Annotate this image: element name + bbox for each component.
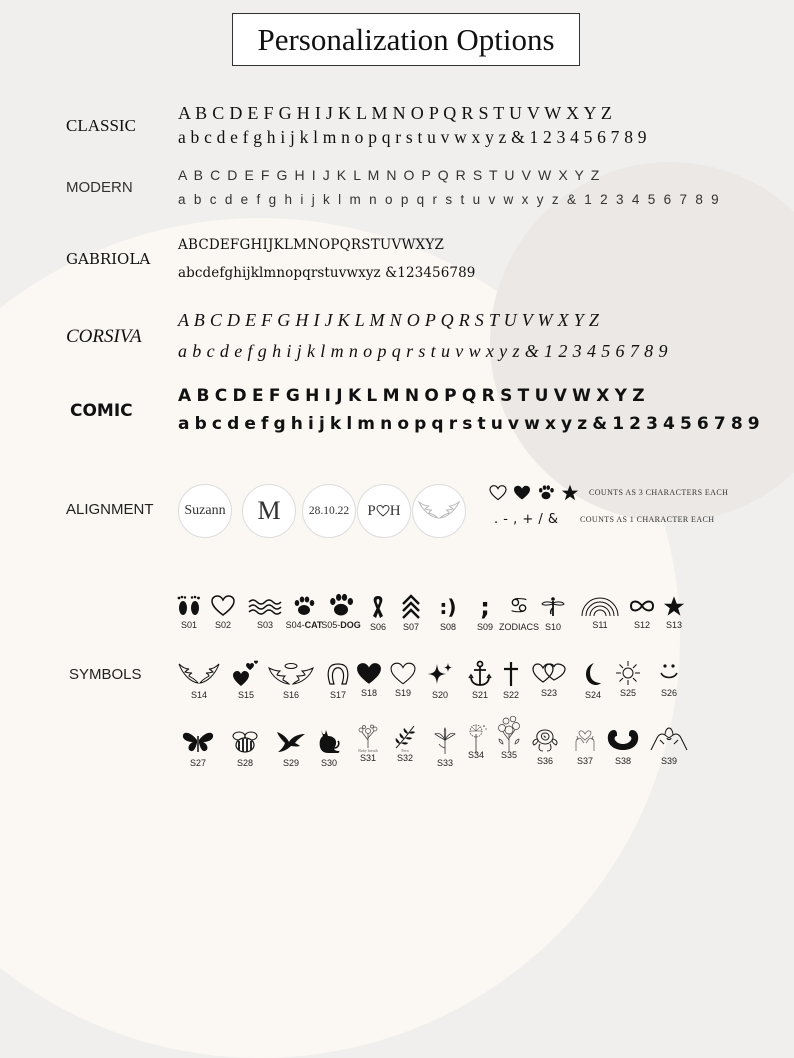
symbol-caption: Fern [401,748,409,753]
font-label-classic: CLASSIC [66,116,136,135]
symbol-code: S02 [214,620,231,630]
alignment-sample-name [178,484,232,538]
legend-1-character-glyphs: . - , + / & [494,512,559,527]
symbol-code: S16 [282,690,299,700]
symbol-s15 [221,658,271,700]
legend-1-character-text: COUNTS AS 1 CHARACTER EACH [580,515,715,524]
symbol-code-prefix: S05- [321,620,341,630]
symbol-code: S07 [402,622,419,632]
symbol-s10 [528,594,578,632]
symbol-code: S03 [256,620,273,630]
symbol-code: S37 [576,756,593,766]
chevrons-up-icon [401,594,421,620]
symbol-code: S10 [544,622,561,632]
legend-row-3-characters [489,484,728,501]
symbol-code: S20 [431,690,448,700]
font-sample-modern-lower: a b c d e f g h i j k l m n o p q r s t u v w x y z & 1 2 3 4 5 6 7 8 9 [178,192,721,207]
smiley-icon [656,658,682,686]
alignment-sample-initial [242,484,296,538]
symbol-code: S11 [592,620,608,630]
rose-icon [530,724,560,754]
symbol-code: S38 [614,756,631,766]
paw-large-icon [327,592,355,618]
font-sample-corsiva-lower: a b c d e f g h i j k l m n o p q r s t u v w x y z & 1 2 3 4 5 6 7 8 9 [178,341,668,361]
cancer-zodiac-icon: ♋ [509,594,529,619]
hands-heart-outline-icon [570,724,600,754]
symbol-s28 [220,728,270,768]
font-label-comic: COMIC [70,401,133,421]
symbol-s27 [173,728,223,768]
symbol-code-suffix: DOG [340,620,361,630]
symbol-code: S06 [369,622,386,632]
symbol-code-prefix: S04- [285,620,305,630]
symbol-code: S28 [236,758,253,768]
cat-icon [315,726,343,756]
dragonfly-semicolon-icon [540,594,566,620]
star-icon [561,484,579,501]
alignment-sample-name-text: Suzann [184,503,226,518]
fern-icon [392,724,418,750]
moon-icon [582,660,604,688]
symbol-code: S33 [436,758,453,768]
symbol-code: S09 [476,622,493,632]
symbol-code: S17 [329,690,346,700]
rainbow-icon [580,592,620,618]
symbol-code: S34 [467,750,484,760]
page-title: Personalization Options [232,13,580,66]
heart-thin-icon [390,662,416,686]
legend-3-characters-text: COUNTS AS 3 CHARACTERS EACH [589,488,729,497]
cross-icon [501,660,521,688]
legend-row-1-character [494,512,714,527]
semicolon-smile-icon: :) [439,595,457,619]
alignment-sample-date-text: 28.10.22 [308,505,350,517]
symbol-code: S08 [439,622,456,632]
symbol-s39 [644,724,694,766]
symbols-label: SYMBOLS [69,666,142,683]
symbol-code: S12 [633,620,650,630]
hands-heart-icon [605,724,641,754]
angel-wings-halo-icon [267,660,315,688]
wings-icon [417,498,461,524]
font-sample-corsiva-upper: A B C D E F G H I J K L M N O P Q R S T U V W X Y Z [178,310,600,330]
font-label-corsiva: CORSIVA [66,326,142,347]
symbol-code: S29 [282,758,299,768]
semicolon-icon: ; [480,593,490,621]
baby-breath-flower-icon [354,724,382,750]
symbol-code: ZODIACS [498,622,539,632]
symbol-code-suffix: CAT [304,620,323,630]
font-label-modern: MODERN [66,179,133,196]
symbol-code: S26 [660,688,677,698]
symbol-code: S13 [665,620,682,630]
symbol-code: S21 [471,690,488,700]
font-sample-modern-upper: A B C D E F G H I J K L M N O P Q R S T U V W X Y Z [178,167,601,183]
font-sample-comic-upper: A B C D E F G H I J K L M N O P Q R S T U V W X Y Z [178,386,645,406]
symbol-s14 [174,660,224,700]
symbol-code: S30 [320,758,337,768]
hearts-icon [232,658,260,688]
butterfly-icon [181,728,215,756]
heart-solid-icon [513,485,531,501]
alignment-sample-couple-right: H [389,502,401,519]
alignment-label: ALIGNMENT [66,501,154,518]
symbol-code: S01 [180,620,197,630]
font-label-gabriola: GABRIOLA [66,250,151,268]
alignment-sample-initial-text: M [257,496,281,525]
pinky-promise-icon [649,724,689,754]
dove-icon [275,728,307,756]
symbol-code: S31 [359,753,376,763]
symbol-s26 [644,658,694,698]
font-sample-classic-lower: a b c d e f g h i j k l m n o p q r s t u v w x y z & 1 2 3 4 5 6 7 8 9 [178,127,647,147]
font-sample-classic-upper: A B C D E F G H I J K L M N O P Q R S T U V W X Y Z [178,103,613,123]
double-heart-icon [532,660,566,686]
ribbon-icon [368,594,388,620]
paw-icon [537,484,555,501]
symbol-code: S14 [190,690,207,700]
symbol-code: S18 [360,688,377,698]
symbol-code: S19 [394,688,411,698]
alignment-sample-couple-left: P [367,502,376,519]
symbol-code: S32 [396,753,413,763]
symbol-code: S39 [660,756,677,766]
wings-icon [177,660,221,688]
symbol-code: S35 [500,750,517,760]
alignment-sample-date [302,484,356,538]
symbol-s23 [524,660,574,698]
heart-outline-icon [210,594,236,618]
heart-outline-icon [376,505,390,517]
sun-icon [615,660,641,686]
symbol-code: S36 [536,756,553,766]
symbol-code: S15 [237,690,254,700]
symbol-s38 [598,724,648,766]
symbol-code: S27 [189,758,206,768]
symbol-code: S24 [584,690,601,700]
waves-icon [247,594,283,618]
paw-icon [292,594,316,618]
symbol-s13 [649,594,699,630]
star-icon [663,594,685,618]
font-sample-gabriola-upper: ABCDEFGHIJKLMNOPQRSTUVWXYZ [178,237,445,253]
alignment-sample-couple [357,484,411,538]
symbol-code: S22 [502,690,519,700]
symbol-caption: Baby breath [358,748,378,753]
alignment-sample-wings [412,484,466,538]
heart-outline-icon [489,485,507,501]
font-sample-gabriola-lower: abcdefghijklmnopqrstuvwxyz &123456789 [178,265,476,281]
bee-icon [229,728,261,756]
symbol-code: S23 [540,688,557,698]
symbol-s16 [266,660,316,700]
symbol-code: S25 [619,688,636,698]
font-sample-comic-lower: a b c d e f g h i j k l m n o p q r s t u v w x y z & 1 2 3 4 5 6 7 8 9 [178,414,760,434]
sparkles-icon [426,660,454,688]
